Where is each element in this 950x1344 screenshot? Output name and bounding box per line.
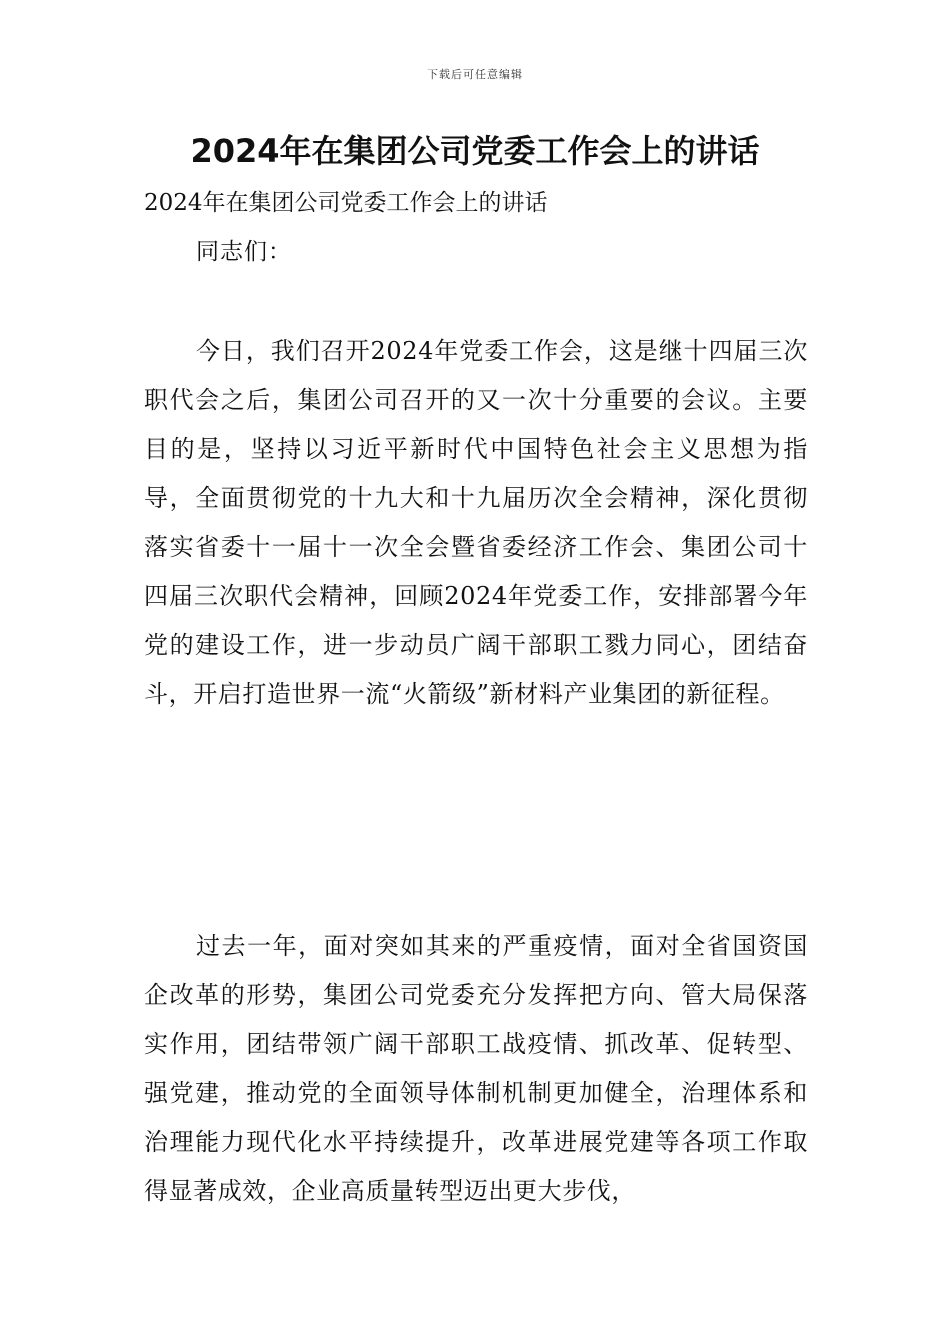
salutation: 同志们：	[196, 239, 292, 265]
paragraph-opening: 今日，我们召开2024年党委工作会，这是继十四届三次职代会之后，集团公司召开的又一次十分重要的会议。主要目的是，坚持以习近平新时代中国特色社会主义思想为指导，全面贯彻党的十九大和十九届历次全会精神，深化贯彻落实省委十一届十一次全会暨省委经济工作会、集团公司十四届三次职代会精神，回顾2024年党委工作，安排部署今年党的建设工作，进一步动员广阔干部职工戮力同心，团结奋斗，开启打造世界一流“火箭级”新材料产业集团的新征程。	[144, 337, 808, 708]
document-subtitle: 2024年在集团公司党委工作会上的讲话	[144, 190, 548, 216]
document-title: 2024年在集团公司党委工作会上的讲话	[190, 132, 760, 170]
paragraph-review: 过去一年，面对突如其来的严重疫情，面对全省国资国企改革的形势，集团公司党委充分发挥把方向、管大局保落实作用，团结带领广阔干部职工战疫情、抓改革、促转型、强党建，推动党的全面领导体制机制更加健全，治理体系和治理能力现代化水平持续提升，改革进展党建等各项工作取得显著成效，企业高质量转型迈出更大步伐，	[144, 932, 808, 1205]
header-note: 下载后可任意编辑	[427, 68, 523, 81]
